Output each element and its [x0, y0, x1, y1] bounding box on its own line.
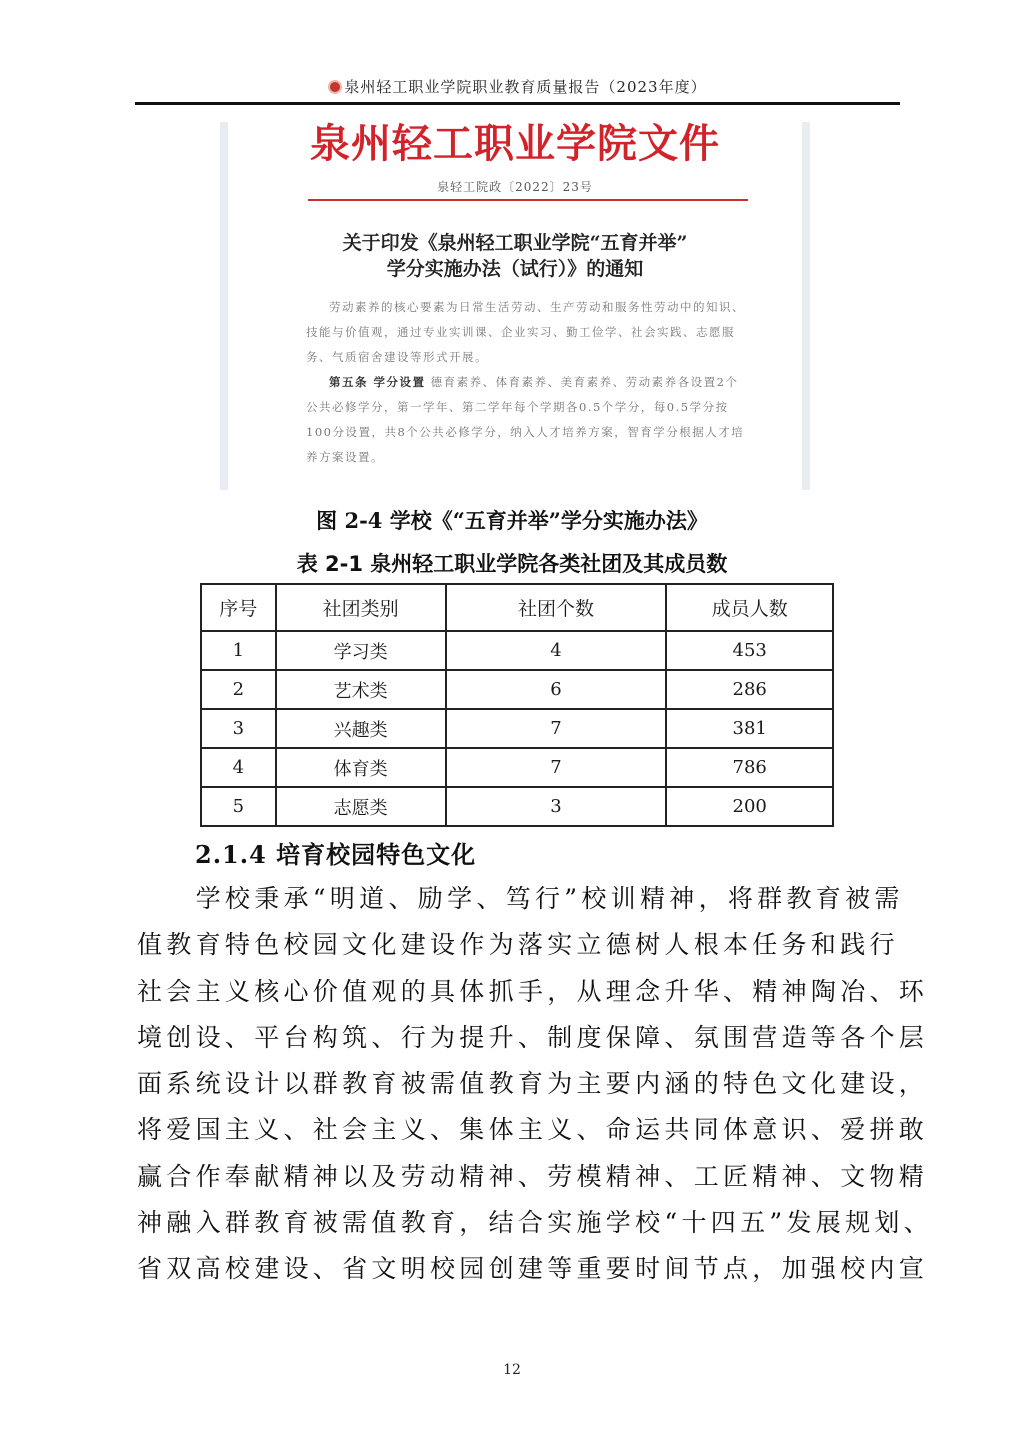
header-cell: 成员人数	[666, 584, 833, 631]
header-cell: 序号	[201, 584, 276, 631]
page-header	[135, 72, 900, 105]
cell-club-count: 6	[446, 670, 667, 709]
article-text: 德育素养、体育素养、美育素养、劳动素养各设置2个公共必修学分，第一学年、第二学年每个学期各0.5个学分，每0.5学分按100分设置，共8个公共必修学分，纳入人才培养方案，智育学分根据人才培养方案设置。	[306, 375, 745, 464]
school-emblem-icon	[328, 80, 342, 94]
cell-club-count: 7	[446, 709, 667, 748]
figure-caption: 图 2-4 学校《“五育并举”学分实施办法》	[316, 508, 708, 533]
notice-title	[228, 230, 802, 282]
notice-title-line1: 关于印发《泉州轻工职业学院“五育并举”	[342, 232, 688, 254]
doc-title: 泉州轻工职业学院文件	[310, 120, 720, 167]
table-row	[201, 709, 833, 748]
cell-member-count: 786	[666, 748, 833, 787]
clubs-table	[200, 583, 834, 827]
page-number: 12	[503, 1362, 521, 1378]
cell-category: 志愿类	[276, 787, 446, 826]
paragraph-line: 神融入群教育被需值教育，结合实施学校“十四五”发展规划、	[137, 1208, 933, 1238]
paragraph-line: 赢合作奉献精神以及劳动精神、劳模精神、工匠精神、文物精	[137, 1161, 929, 1191]
doc-red-rule	[308, 199, 748, 201]
cell-club-count: 4	[446, 631, 667, 670]
table-row	[201, 631, 833, 670]
paragraph-line: 社会主义核心价值观的具体抓手，从理念升华、精神陶冶、环	[137, 976, 929, 1006]
cell-index: 2	[201, 670, 276, 709]
doc-body-para2	[306, 370, 746, 470]
paragraph-line: 面系统设计以群教育被需值教育为主要内涵的特色文化建设，	[137, 1069, 929, 1099]
cell-club-count: 3	[446, 787, 667, 826]
cell-index: 3	[201, 709, 276, 748]
table-caption: 表 2-1 泉州轻工职业学院各类社团及其成员数	[296, 552, 728, 576]
cell-club-count: 7	[446, 748, 667, 787]
paragraph-line: 学校秉承“明道、励学、笃行”校训精神，将群教育被需	[137, 884, 904, 913]
cell-category: 体育类	[276, 748, 446, 787]
table-row	[201, 787, 833, 826]
header-title: 泉州轻工职业学院职业教育质量报告（2023年度）	[344, 78, 707, 96]
doc-body-para1: 劳动素养的核心要素为日常生活劳动、生产劳动和服务性劳动中的知识、技能与价值观，通过专业实训课、企业实习、勤工俭学、社会实践、志愿服务、气质宿舍建设等形式开展。	[306, 300, 745, 364]
paragraph-line: 省双高校建设、省文明校园创建等重要时间节点，加强校内宣	[137, 1254, 929, 1284]
cell-category: 学习类	[276, 631, 446, 670]
article-label: 第五条 学分设置	[329, 375, 426, 389]
section-heading: 2.1.4 培育校园特色文化	[195, 840, 477, 869]
cell-category: 艺术类	[276, 670, 446, 709]
paragraph-line: 境创设、平台构筑、行为提升、制度保障、氛围营造等各个层	[137, 1022, 929, 1052]
cell-index: 5	[201, 787, 276, 826]
header-cell: 社团个数	[446, 584, 667, 631]
cell-index: 4	[201, 748, 276, 787]
paragraph-line: 值教育特色校园文化建设作为落实立德树人根本任务和践行	[137, 930, 899, 960]
notice-title-line2: 学分实施办法（试行）》的通知	[386, 258, 644, 280]
cell-member-count: 286	[666, 670, 833, 709]
table-row	[201, 748, 833, 787]
cell-member-count: 381	[666, 709, 833, 748]
paragraph-line: 将爱国主义、社会主义、集体主义、命运共同体意识、爱拼敢	[137, 1115, 929, 1145]
cell-index: 1	[201, 631, 276, 670]
cell-category: 兴趣类	[276, 709, 446, 748]
cell-member-count: 200	[666, 787, 833, 826]
body-paragraph	[137, 876, 933, 1293]
document-figure	[220, 122, 810, 490]
table-header-row	[201, 584, 833, 631]
table-row	[201, 670, 833, 709]
doc-body	[306, 295, 746, 470]
cell-member-count: 453	[666, 631, 833, 670]
header-cell: 社团类别	[276, 584, 446, 631]
doc-number: 泉轻工院政〔2022〕23号	[437, 180, 593, 194]
